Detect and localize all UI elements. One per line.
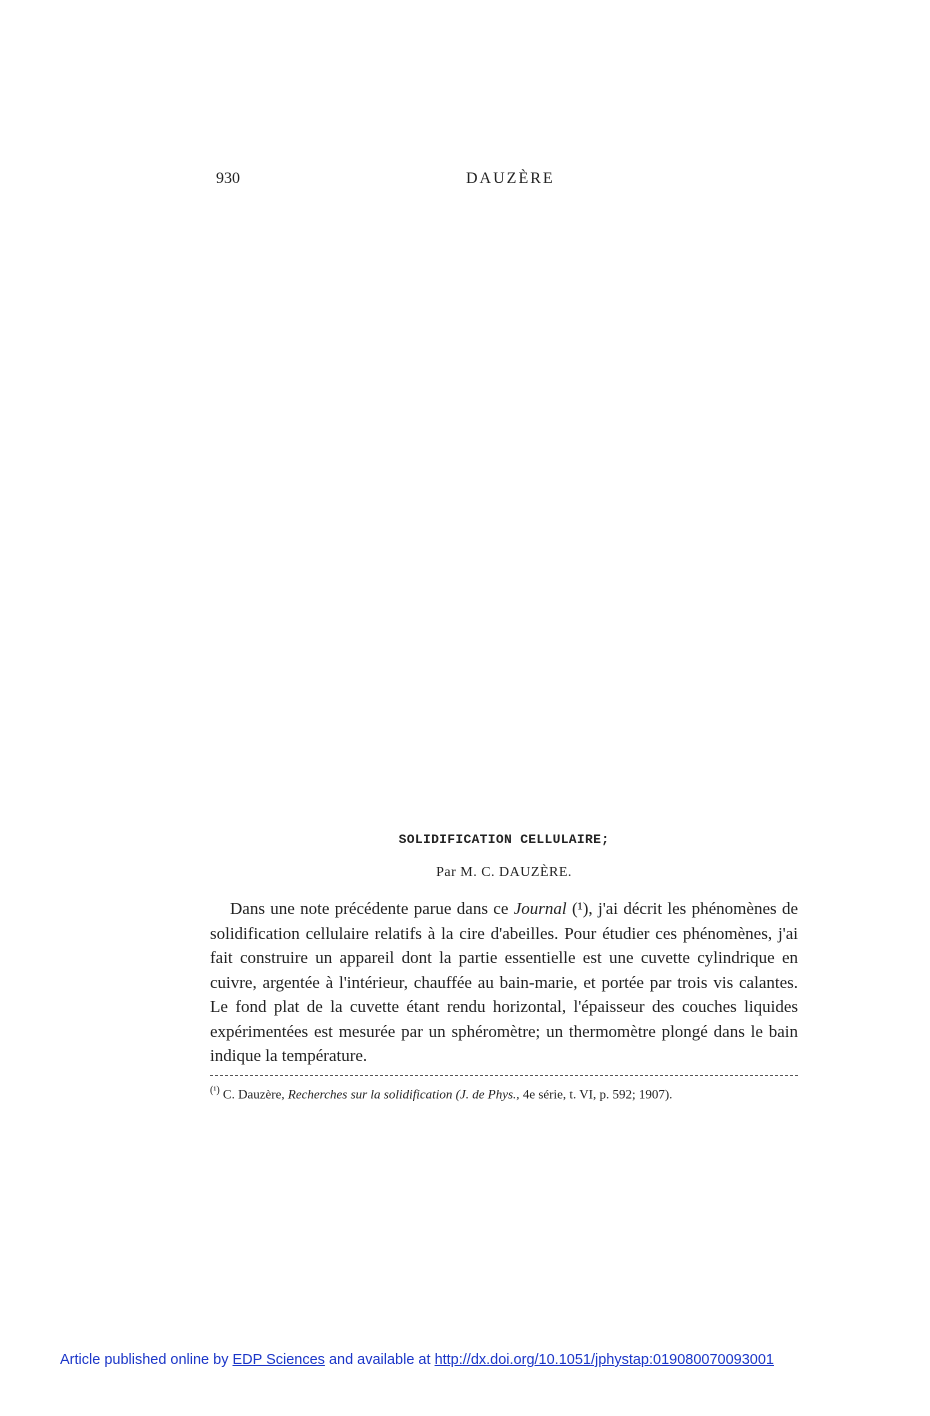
publisher-middle: and available at xyxy=(324,1352,435,1368)
footnote-author: C. Dauzère, xyxy=(219,1085,288,1101)
footnote-marker: (¹) xyxy=(210,1084,220,1096)
footnote-rest: 4e série, t. VI, p. 592; 1907). xyxy=(522,1085,673,1101)
running-head: DAUZÈRE xyxy=(466,170,555,187)
article xyxy=(210,832,798,1103)
journal-title: Journal xyxy=(513,899,567,918)
footnote-rule xyxy=(210,1075,798,1076)
body-paragraph xyxy=(210,897,798,1069)
footnote-title: Recherches sur la solidification (J. de Phys., xyxy=(287,1085,523,1101)
paragraph-part1: Dans une note précédente parue dans ce xyxy=(230,899,514,918)
doi-link[interactable]: http://dx.doi.org/10.1051/jphystap:019080070093001 xyxy=(434,1352,774,1368)
publisher-line xyxy=(60,1352,774,1368)
paragraph-part2: , j'ai décrit les phénomènes de solidification cellulaire relatifs à la cire d'abeilles. Pour étudier ces phénomènes, j'ai fait construire un appareil dont la partie essentielle est une cuvette cylindrique en cuivre, argentée à l'intérieur, chauffée au bain-marie, et portée par trois vis calantes. Le fond plat de la cuvette étant rendu horizontal, l'épaisseur des couches liquides expérimentées est mesurée par un sphéromètre; un thermomètre plongé dans le bain indique la température. xyxy=(210,899,798,1065)
byline: Par M. C. DAUZÈRE. xyxy=(436,865,572,880)
page-header xyxy=(216,170,800,190)
page-number: 930 xyxy=(216,170,240,187)
footnote xyxy=(210,1082,798,1103)
publisher-prefix: Article published online by xyxy=(60,1352,233,1368)
publisher-link[interactable]: EDP Sciences xyxy=(232,1352,325,1368)
article-title: SOLIDIFICATION CELLULAIRE; xyxy=(398,832,610,847)
footnote-reference: (¹) xyxy=(571,899,589,918)
